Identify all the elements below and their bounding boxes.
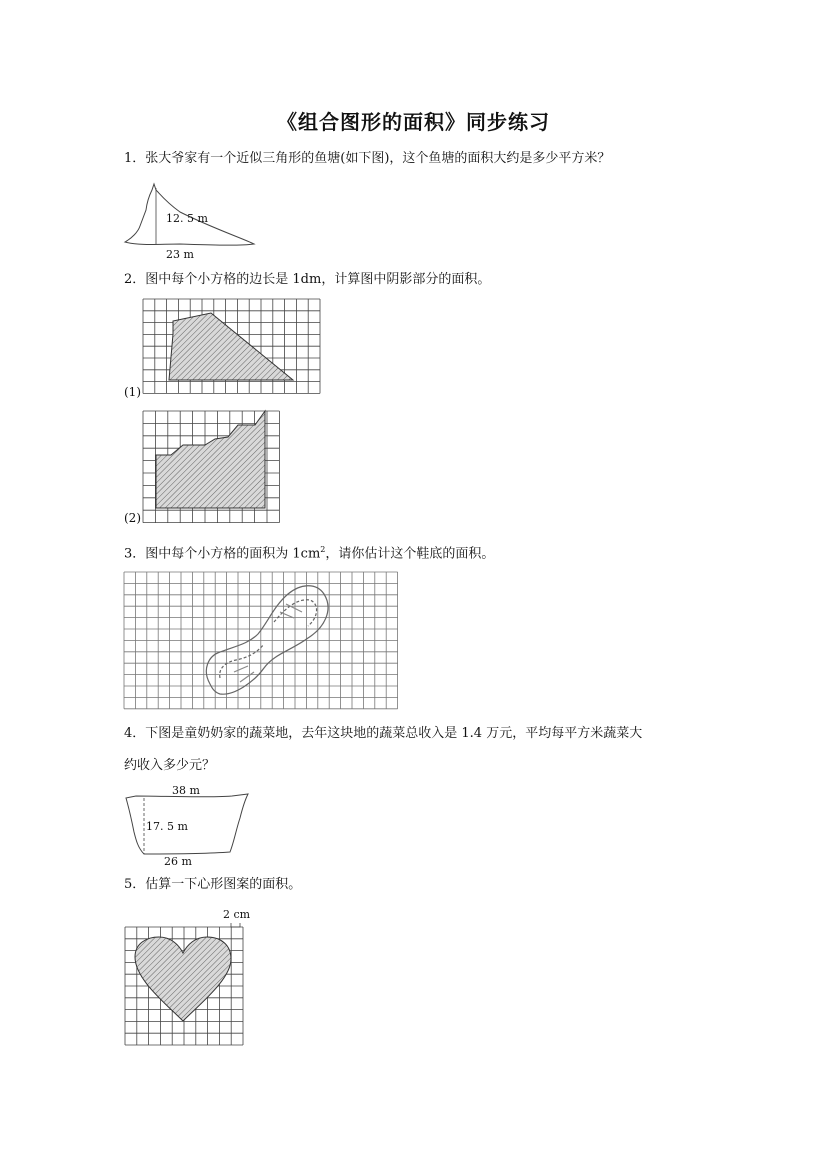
scale-label: 2 cm (223, 908, 251, 921)
question-3-text-after: ，请你估计这个鞋底的面积。 (325, 546, 495, 562)
question-3-text (124, 541, 494, 563)
shoe-sole-outline (206, 586, 328, 694)
pond-height-label: 12. 5 m (166, 212, 208, 225)
question-2-grid-1 (143, 299, 323, 399)
question-3-shoe-grid (124, 572, 398, 712)
question-5-text: 5．估算一下心形图案的面积。 (124, 877, 302, 892)
field-top-label: 38 m (172, 784, 200, 797)
question-2-sub-1-label: (1) (124, 385, 141, 399)
field-bottom-label: 26 m (164, 855, 192, 868)
question-1-text: 1．张大爷家有一个近似三角形的鱼塘(如下图)，这个鱼塘的面积大约是多少平方米？ (124, 151, 611, 166)
field-height-label: 17. 5 m (146, 820, 188, 833)
question-3-sup: 2 (320, 545, 326, 554)
question-2-grid-2 (143, 411, 281, 523)
question-1-pond-figure (120, 180, 260, 262)
question-4-line-2: 约收入多少元？ (124, 758, 216, 773)
question-5-heart-grid (125, 905, 251, 1047)
question-2-text: 2．图中每个小方格的边长是 1dm，计算图中阴影部分的面积。 (124, 272, 491, 287)
page-title: 《组合图形的面积》同步练习 (277, 110, 550, 134)
question-4-line-1: 4．下图是童奶奶家的蔬菜地，去年这块地的蔬菜总收入是 1.4 万元，平均每平方米蔬菜大 (124, 726, 643, 741)
question-4-field-figure (124, 782, 254, 868)
question-3-text-main: 3．图中每个小方格的面积为 1cm (124, 546, 321, 562)
pond-base-label: 23 m (166, 248, 194, 261)
question-2-sub-2-label: (2) (124, 511, 141, 525)
